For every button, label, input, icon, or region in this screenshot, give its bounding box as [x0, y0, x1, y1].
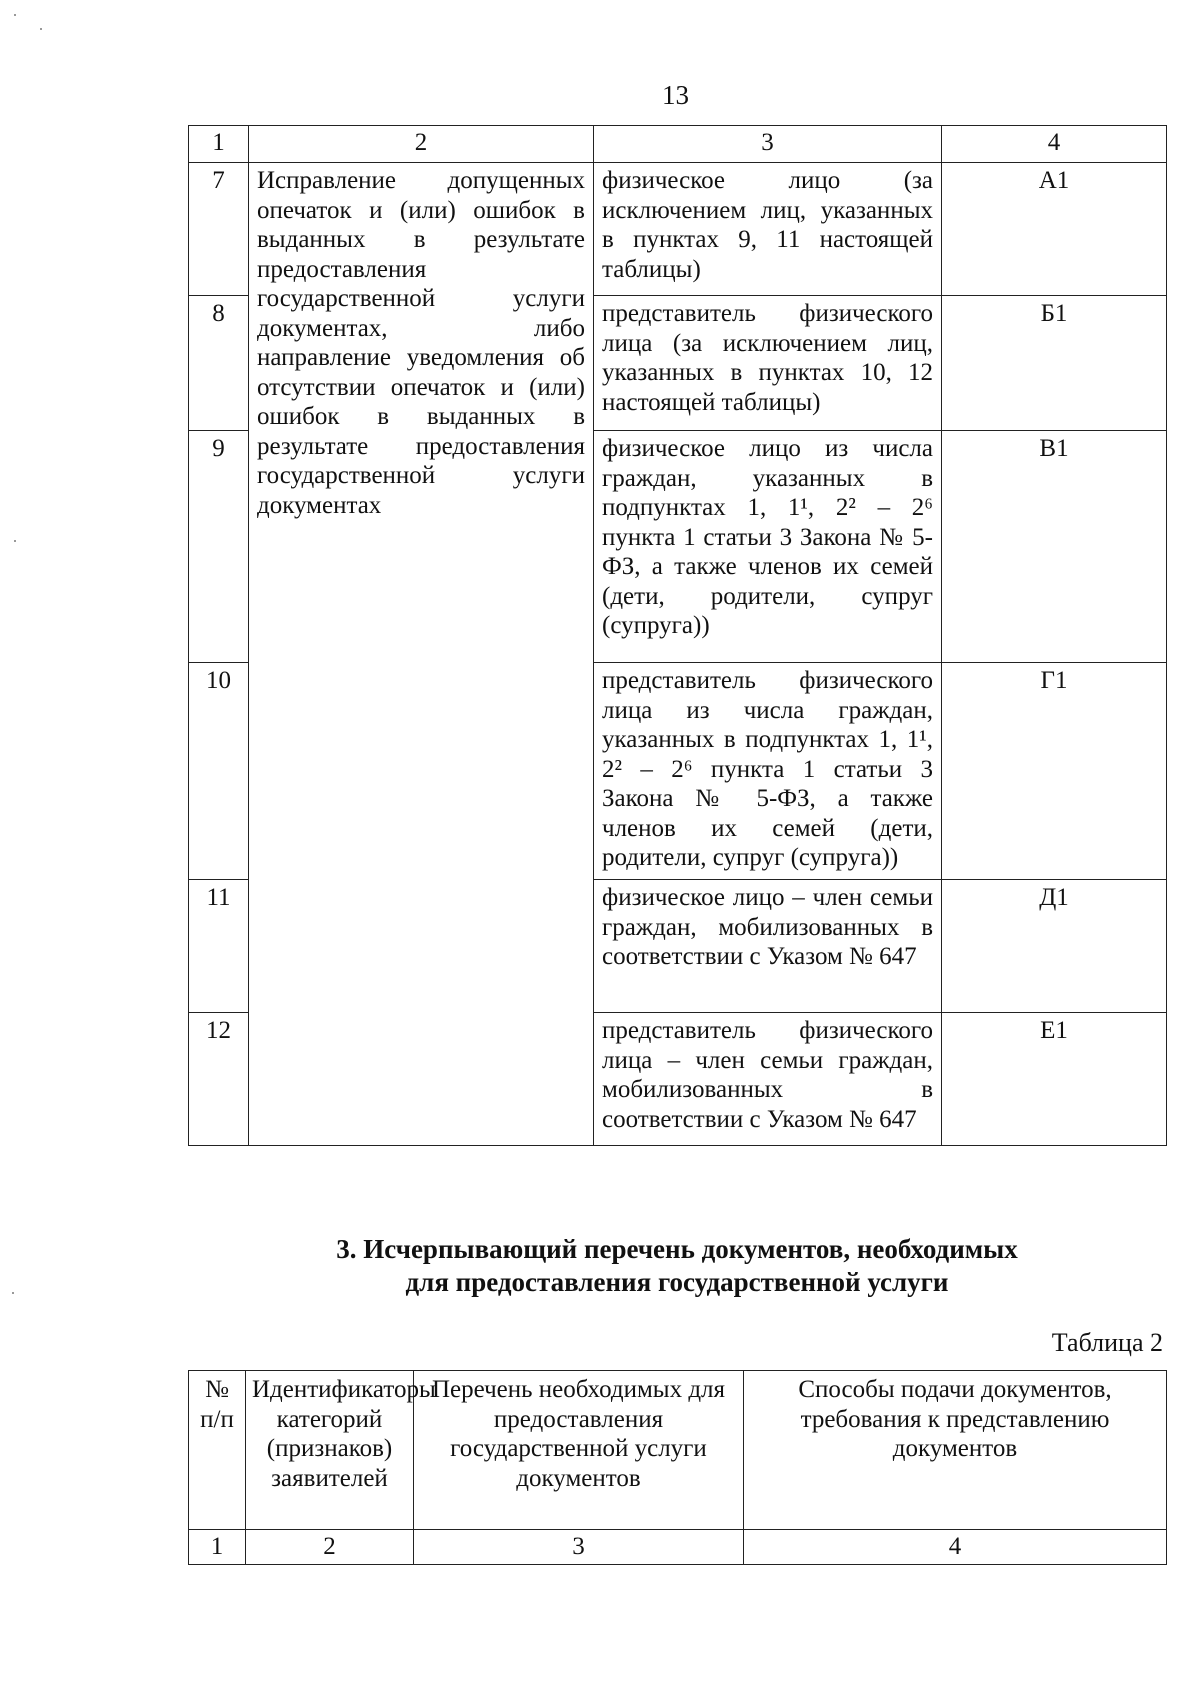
section-heading-line-2: для предоставления государственной услуги	[405, 1267, 949, 1297]
applicant-code: А1	[942, 163, 1167, 296]
section-heading-line-1: 3. Исчерпывающий перечень документов, необходимых	[336, 1234, 1018, 1264]
column-numbers-row	[189, 1530, 1167, 1565]
row-number: 11	[189, 880, 249, 1013]
table-caption: Таблица 2	[1051, 1328, 1163, 1357]
column-number-3: 3	[594, 126, 942, 163]
header-identifiers: Идентификаторы категорий (признаков) заявителей	[246, 1371, 414, 1530]
scan-speck	[14, 540, 16, 542]
applicant-code: Д1	[942, 880, 1167, 1013]
applicant-category: представитель физического лица из числа граждан, указанных в подпунктах 1, 1¹, 2² – 2⁶ пункта 1 статьи 3 Закона № 5-ФЗ, а также членов их семей (дети, родители, супруг (супруга))	[594, 663, 942, 880]
scan-speck	[40, 28, 42, 30]
applicant-code: В1	[942, 431, 1167, 663]
scan-speck	[12, 1292, 14, 1294]
table-header-row	[189, 1371, 1167, 1530]
row-number: 10	[189, 663, 249, 880]
applicant-code: Г1	[942, 663, 1167, 880]
header-submission-methods: Способы подачи документов, требования к представлению документов	[744, 1371, 1167, 1530]
applicant-category: физическое лицо – член семьи граждан, мобилизованных в соответствии с Указом № 647	[594, 880, 942, 1013]
header-documents-list: Перечень необходимых для предоставления государственной услуги документов	[414, 1371, 744, 1530]
column-number-4: 4	[744, 1530, 1167, 1565]
row-number: 7	[189, 163, 249, 296]
scan-speck	[14, 14, 16, 16]
table-header-row	[189, 126, 1167, 163]
column-number-2: 2	[249, 126, 594, 163]
column-number-4: 4	[942, 126, 1167, 163]
table-row	[189, 163, 1167, 296]
documents-table	[188, 1370, 1167, 1565]
applicant-category: физическое лицо из числа граждан, указанных в подпунктах 1, 1¹, 2² – 2⁶ пункта 1 статьи 3 Закона № 5-ФЗ, а также членов их семей (дети, родители, супруг (супруга))	[594, 431, 942, 663]
applicant-category: физическое лицо (за исключением лиц, указанных в пунктах 9, 11 настоящей таблицы)	[594, 163, 942, 296]
column-number-1: 1	[189, 1530, 246, 1565]
row-number: 9	[189, 431, 249, 663]
service-description: Исправление допущенных опечаток и (или) ошибок в выданных в результате предоставления государственной услуги документах, либо направление уведомления об отсутствии опечаток и (или) ошибок в выданных в результате предоставления государственной услуги документах	[249, 163, 594, 1146]
applicant-code: Е1	[942, 1013, 1167, 1146]
row-number: 12	[189, 1013, 249, 1146]
applicant-category: представитель физического лица – член семьи граждан, мобилизованных в соответствии с Указом № 647	[594, 1013, 942, 1146]
applicants-table	[188, 125, 1167, 1146]
header-number: № п/п	[189, 1371, 246, 1530]
column-number-3: 3	[414, 1530, 744, 1565]
applicant-code: Б1	[942, 296, 1167, 431]
row-number: 8	[189, 296, 249, 431]
column-number-1: 1	[189, 126, 249, 163]
page-number: 13	[662, 80, 689, 110]
section-heading	[188, 1233, 1166, 1299]
column-number-2: 2	[246, 1530, 414, 1565]
applicant-category: представитель физического лица (за исключением лиц, указанных в пунктах 10, 12 настоящей таблицы)	[594, 296, 942, 431]
